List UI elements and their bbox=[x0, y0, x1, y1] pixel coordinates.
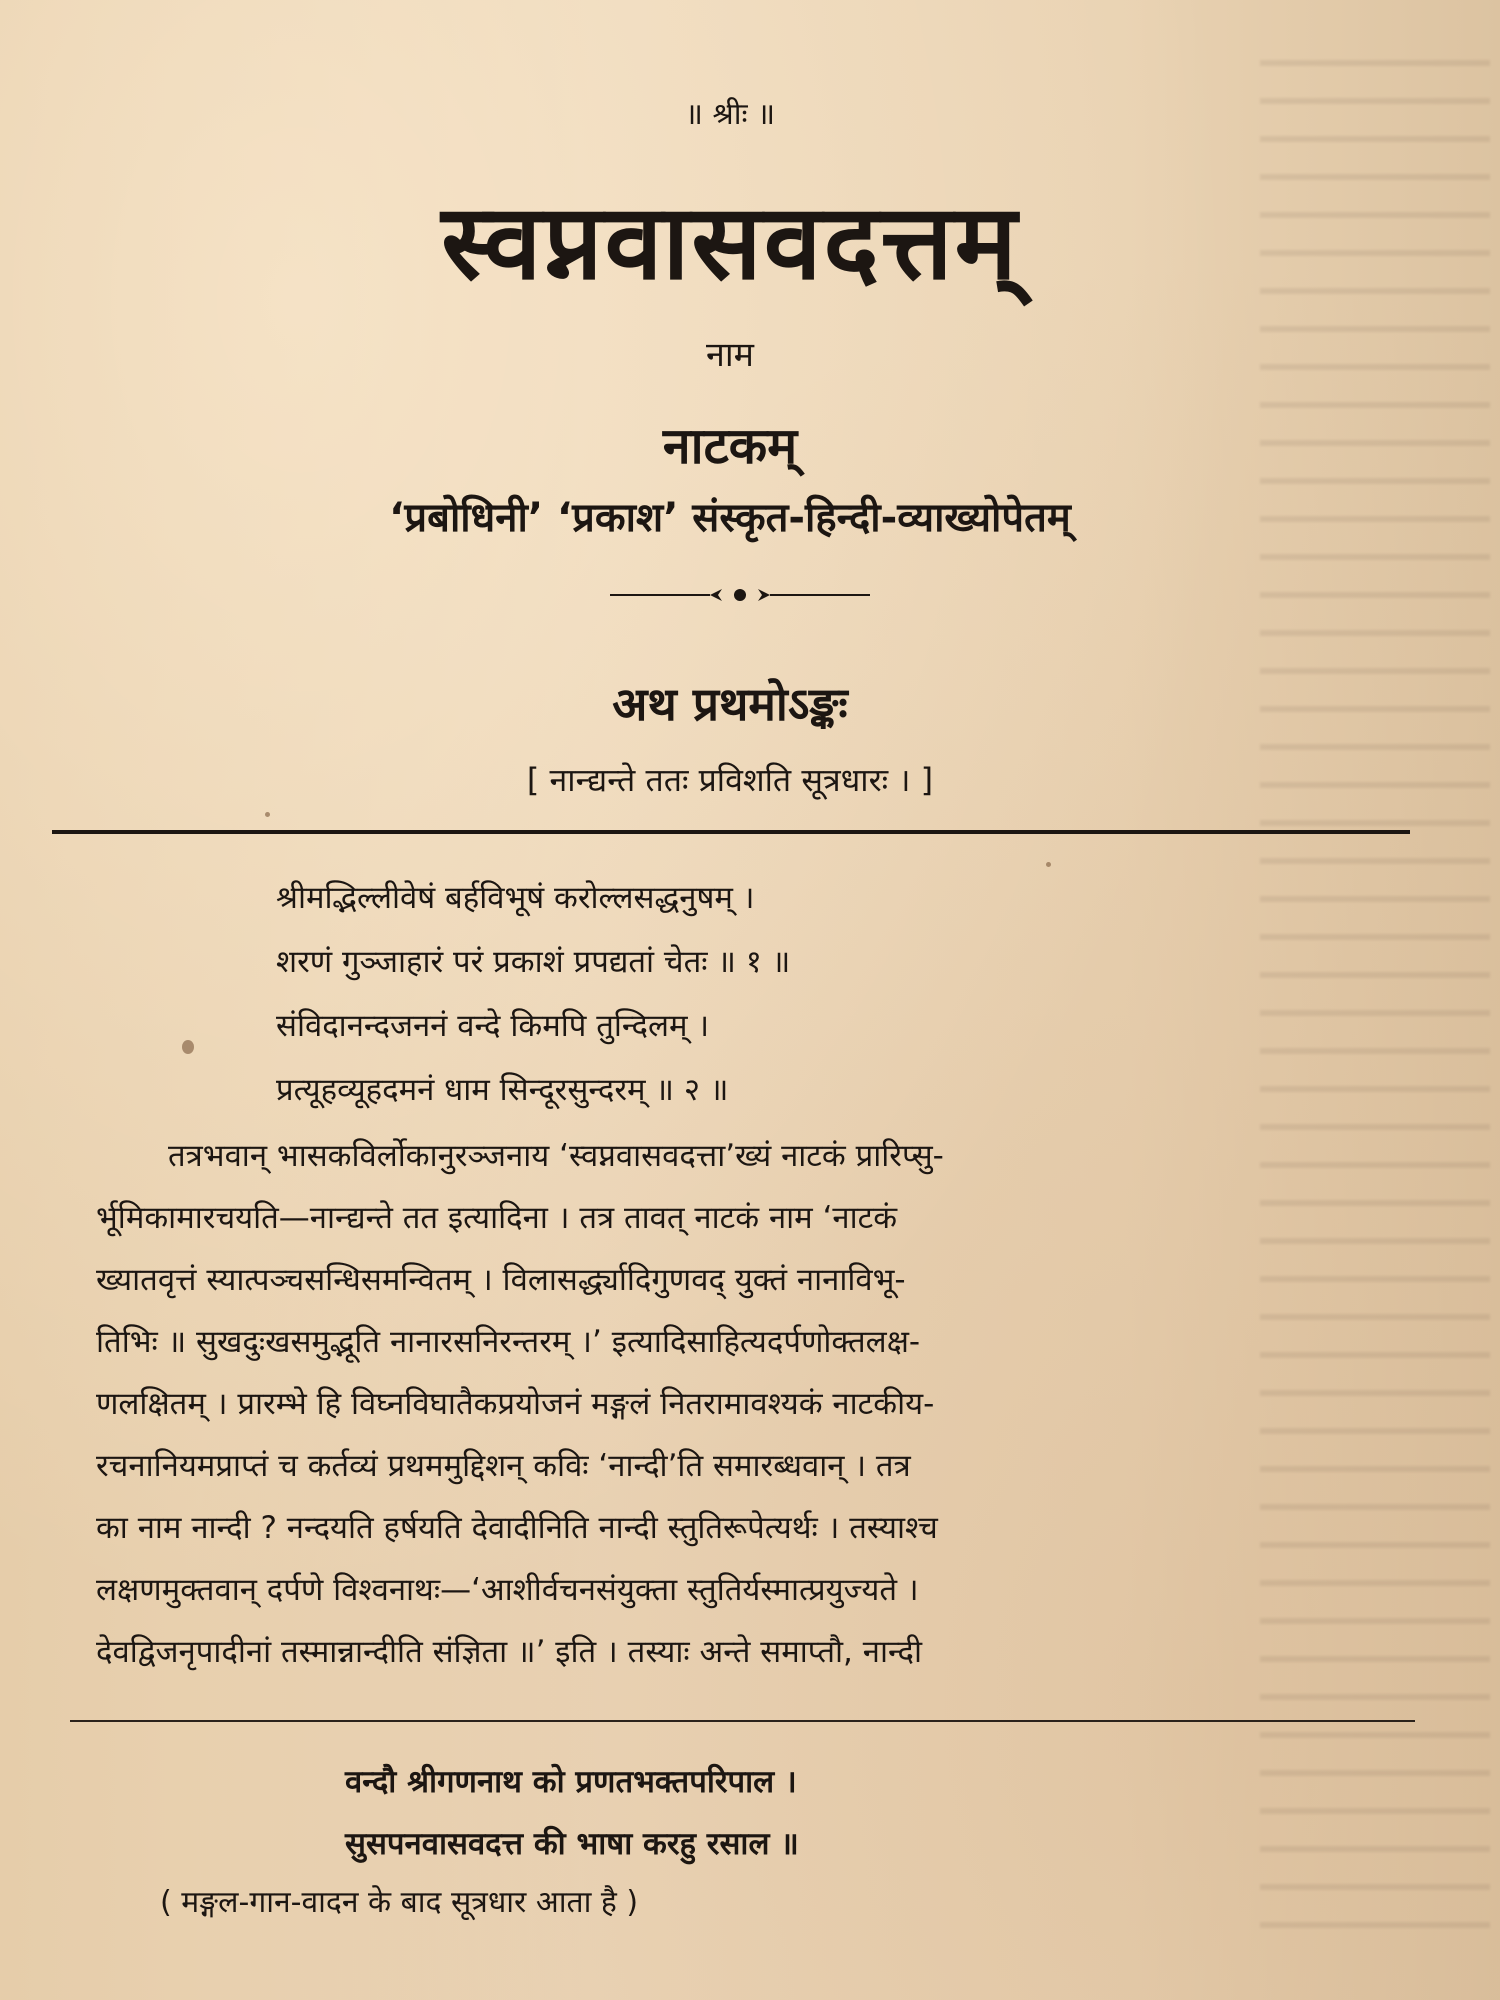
title-connector: नाम bbox=[705, 335, 754, 375]
paper-speck bbox=[265, 812, 270, 817]
stage-direction: [ नान्द्यन्ते ततः प्रविशति सूत्रधारः । ] bbox=[526, 761, 934, 799]
page-title: स्वप्नवासवदत्तम् bbox=[441, 181, 1019, 303]
paper-speck bbox=[182, 1040, 194, 1054]
commentary-line: लक्षणमुक्तवान् दर्पणे विश्वनाथः—‘आशीर्वचनसंयुक्ता स्तुतिर्यस्मात्प्रयुज्यते । bbox=[96, 1572, 919, 1608]
commentary-line: तिभिः ॥ सुखदुःखसमुद्भूति नानारसनिरन्तरम् ।’ इत्यादिसाहित्यदर्पणोक्तलक्ष- bbox=[96, 1324, 921, 1360]
verse-line: प्रत्यूहव्यूहदमनं धाम सिन्दूरसुन्दरम् ॥ २ ॥ bbox=[276, 1072, 729, 1108]
ornament-divider bbox=[610, 580, 870, 610]
verse-line: शरणं गुञ्जाहारं परं प्रकाशं प्रपद्यतां चेतः ॥ १ ॥ bbox=[276, 944, 791, 980]
act-heading: अथ प्रथमोऽङ्कः bbox=[612, 677, 848, 731]
commentary-line: का नाम नान्दी ? नन्दयति हर्षयति देवादीनिति नान्दी स्तुतिरूपेत्यर्थः । तस्याश्च bbox=[96, 1510, 938, 1546]
hindi-verse-line: सुसपनवासवदत्त की भाषा करहु रसाल ॥ bbox=[345, 1826, 799, 1862]
commentary-line: देवद्विजनृपादीनां तस्मान्नान्दीति संज्ञिता ॥’ इति । तस्याः अन्ते समाप्तौ, नान्दी bbox=[96, 1634, 923, 1670]
verse-line: संविदानन्दजननं वन्दे किमपि तुन्दिलम् । bbox=[276, 1008, 710, 1044]
commentary-line: र्भूमिकामारचयति—नान्द्यन्ते तत इत्यादिना । तत्र तावत् नाटकं नाम ‘नाटकं bbox=[96, 1200, 898, 1236]
hindi-verse-line: वन्दौ श्रीगणनाथ को प्रणतभक्तपरिपाल । bbox=[345, 1764, 797, 1800]
commentary-line: णलक्षितम् । प्रारम्भे हि विघ्नविघातैकप्रयोजनं मङ्गलं नितरामावश्यकं नाटकीय- bbox=[96, 1386, 935, 1422]
commentary-line: रचनानियमप्राप्तं च कर्तव्यं प्रथममुद्दिशन् कविः ‘नान्दी’ति समारब्धवान् । तत्र bbox=[96, 1448, 911, 1484]
invocation: ॥ श्रीः ॥ bbox=[684, 97, 776, 132]
commentary-line: ख्यातवृत्तं स्यात्पञ्चसन्धिसमन्वितम् । विलासर्द्ध्यादिगुणवद् युक्तं नानाविभू- bbox=[96, 1262, 906, 1298]
paper-speck bbox=[1046, 862, 1051, 867]
subtitle: ‘प्रबोधिनी’ ‘प्रकाश’ संस्कृत-हिन्दी-व्याख्योपेतम् bbox=[389, 495, 1071, 541]
commentary-line: तत्रभवान् भासकविर्लोकानुरञ्जनाय ‘स्वप्नवासवदत्ता’ख्यं नाटकं प्रारिप्सु- bbox=[168, 1138, 944, 1174]
hindi-stage-note: ( मङ्गल-गान-वादन के बाद सूत्रधार आता है ) bbox=[160, 1885, 639, 1920]
genre-label: नाटकम् bbox=[662, 417, 798, 475]
footnote-rule bbox=[70, 1720, 1415, 1722]
section-rule bbox=[52, 830, 1410, 834]
verse-line: श्रीमद्भिल्लीवेषं बर्हविभूषं करोल्लसद्धनुषम् । bbox=[276, 880, 755, 916]
